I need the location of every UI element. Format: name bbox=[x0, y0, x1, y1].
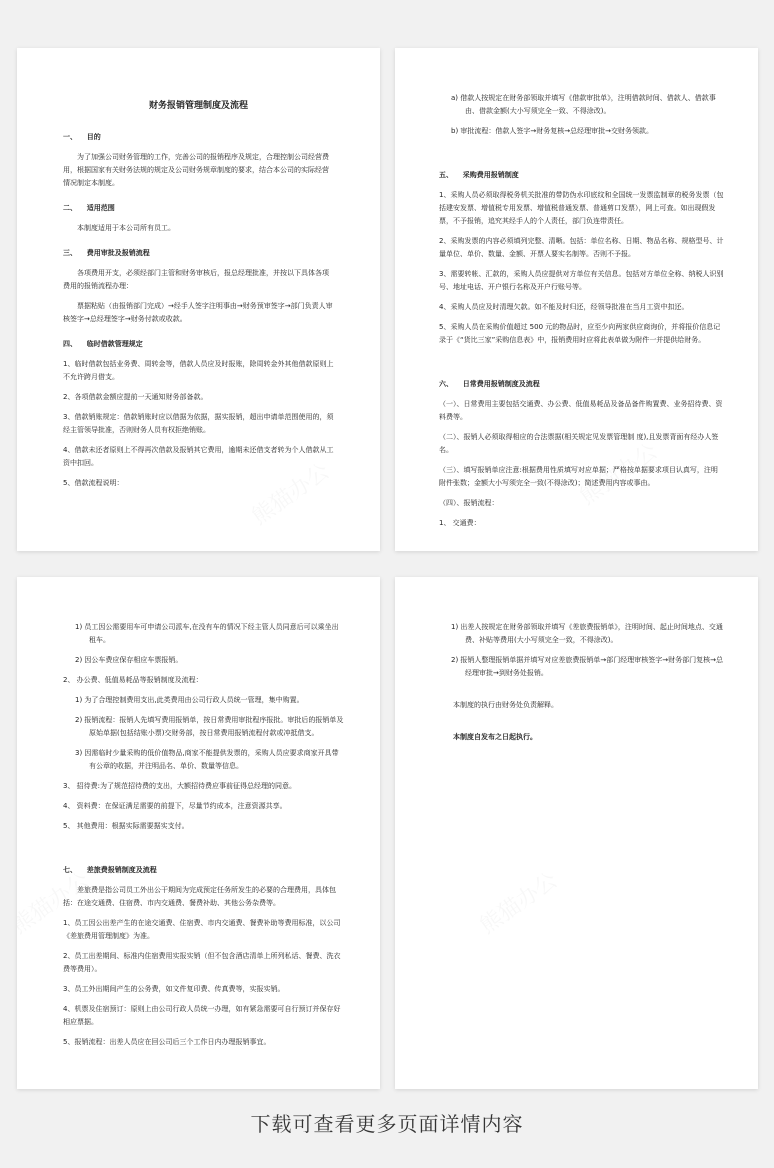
list-item: 1) 出差人按规定在财务部领取并填写《差旅费报销单》，注明时间、起止时间地点、交通费、补贴等费用(大小写须完全一致，不得涂改)。 bbox=[451, 623, 723, 644]
list-item: 1、 交通费： bbox=[439, 519, 481, 527]
document-page-2 bbox=[395, 48, 758, 551]
list-item: 2、采购发票的内容必须填列完整、清晰。包括：单位名称、日期、物品名称、规格型号、计量单位、单价、数量、金额、开票人要实名制等。否则不予报。 bbox=[439, 237, 724, 258]
document-page-3 bbox=[17, 577, 380, 1089]
paragraph: 票据粘贴（由报销部门完成）→经手人签字注明事由→财务预审签字→部门负责人审核签字→总经理签字→财务付款或收款。 bbox=[63, 302, 333, 323]
watermark bbox=[251, 464, 331, 525]
paragraph: 各项费用开支，必须经部门主管和财务审核后，报总经理批准，并按以下具体各项费用的报销流程办理： bbox=[63, 269, 329, 290]
list-item: 1) 员工因公需要用车可申请公司派车,在没有车的情况下经主管人员同意后可以乘坐出租车。 bbox=[75, 623, 339, 644]
list-item: 2、员工出差期间、标准内住宿费用实报实销（但不包含酒店清单上所列私话、餐费、洗衣费等费用）。 bbox=[63, 952, 341, 973]
section-heading-6: 六、 日常费用报销制度及流程 bbox=[439, 380, 540, 388]
download-caption: 下载可查看更多页面详情内容 bbox=[250, 1112, 524, 1136]
list-item: a) 借款人按规定在财务部领取并填写《借款审批单》，注明借款时间、借款人、借款事由、借款金额(大小写须完全一致、不得涂改)。 bbox=[451, 94, 716, 115]
list-item: b) 审批流程：借款人签字→财务复核→总经理审批→交财务领款。 bbox=[451, 127, 653, 135]
list-item: 3、需要转帐、汇款的，采购人员应提供对方单位有关信息。包括对方单位全称、纳税人识别号、地址电话、开户银行名称及开户行账号等。 bbox=[439, 270, 724, 291]
section-heading-1: 一、 目的 bbox=[63, 133, 101, 141]
list-item: （三）、填写报销单应注意:根据费用性质填写对应单据；严格按单据要求项目认真写，注明附件张数；金额大小写须完全一致(不得涂改)；简述费用内容或事由。 bbox=[439, 466, 718, 487]
list-item: 5、报销流程：出差人员应在回公司后三个工作日内办理报销事宜。 bbox=[63, 1038, 271, 1046]
paragraph: 本制度适用于本公司所有员工。 bbox=[77, 224, 175, 232]
document-page-1 bbox=[17, 48, 380, 551]
list-item: 3、员工外出期间产生的公务费，如文件复印费、传真费等，实报实销。 bbox=[63, 985, 285, 993]
list-item: 2) 报销人整理报销单据并填写对应差旅费报销单→部门经理审核签字→财务部门复核→总经理审批→到财务处报销。 bbox=[451, 656, 724, 677]
list-item: 5、借款流程说明： bbox=[63, 479, 124, 487]
list-item: 1) 为了合理控制费用支出,此类费用由公司行政人员统一管理，集中购置。 bbox=[75, 696, 304, 704]
list-item: 1、员工因公出差产生的在途交通费、住宿费、市内交通费、餐费补助等费用标准，以公司《差旅费用管理制度》为准。 bbox=[63, 919, 341, 940]
list-item: （二）、报销人必须取得相应的合法票据(相关规定见发票管理制 度),且发票背面有经办人签名。 bbox=[439, 433, 719, 454]
section-heading-4: 四、 临时借款管理规定 bbox=[63, 340, 143, 348]
effective-date-note: 本制度自发布之日起执行。 bbox=[453, 733, 537, 741]
section-heading-7: 七、 差旅费报销制度及流程 bbox=[63, 866, 157, 874]
watermark bbox=[479, 873, 559, 934]
paragraph: 为了加强公司财务管理的工作，完善公司的报销程序及规定，合理控制公司经营费用，根据国家有关财务法规的规定及公司财务规章制度的要求，结合本公司的实际经营情况制定本制度。 bbox=[63, 153, 329, 187]
document-title: 财务报销管理制度及流程 bbox=[148, 101, 248, 111]
list-item: 4、 资料费：在保证满足需要的前提下，尽量节约成本，注意资源共享。 bbox=[63, 802, 287, 810]
list-item: 3、 招待费:为了规范招待费的支出，大额招待费应事前征得总经理的同意。 bbox=[63, 782, 297, 790]
list-item: 2) 因公车费应保存相应车票报销。 bbox=[75, 656, 183, 664]
list-item: 2、 办公费、低值易耗品等报销制度及流程： bbox=[63, 676, 203, 684]
list-item: 1、采购人员必须取得税务机关批准的带防伪水印底纹和全国统一发票监制章的税务发票（包括建安发票、增值税专用发票、增值税普通发票、普通剪口发票），网上可查。如出现假发票，不予报销，追究其经手人的个人责任，部门负连带责任。 bbox=[439, 191, 724, 225]
paragraph: 差旅费是指公司员工外出公干期间为完成预定任务所发生的必要的合理费用，具体包括：在途交通费、住宿费、市内交通费、餐费补助、其他公务杂费等。 bbox=[63, 886, 336, 907]
list-item: （四）、报销流程： bbox=[439, 499, 499, 507]
list-item: 3) 因需临时少量采购的低价值物品,商家不能提供发票的，采购人员应要求商家开具带有公章的收据，并注明品名、单价、数量等信息。 bbox=[75, 749, 339, 770]
section-heading-3: 三、 费用审批及报销流程 bbox=[63, 249, 150, 257]
list-item: 4、借款未还者原则上不得再次借款及报销其它费用，逾期未还借支者转为个人借款从工资中扣回。 bbox=[63, 446, 334, 467]
list-item: 3、借款销账规定：借款销账时应以借据为依据，据实报销，超出申请单范围使用的，须经主管领导批准，否则财务人员有权拒绝销账。 bbox=[63, 413, 334, 434]
list-item: 4、采购人员应及时清理欠款。如不能及时归还，经领导批准在当月工资中扣还。 bbox=[439, 303, 689, 311]
document-page-4 bbox=[395, 577, 758, 1089]
list-item: 4、机票及住宿预订：原则上由公司行政人员统一办理，如有紧急需要可自行预订并保存好相应票据。 bbox=[63, 1005, 341, 1026]
list-item: 5、 其他费用：根据实际需要据实支付。 bbox=[63, 822, 189, 830]
list-item: （一）、日常费用主要包括交通费、办公费、低值易耗品及备品备件购置费、业务招待费、资料费等。 bbox=[439, 400, 723, 421]
list-item: 2) 报销流程：报销人先填写费用报销单，按日常费用审批程序报批。审批后的报销单及原始单据(包括结账小票)交财务部，按日常费用报销流程付款或冲抵借支。 bbox=[75, 716, 344, 737]
section-heading-2: 二、 适用范围 bbox=[63, 204, 115, 212]
list-item: 5、采购人员在采购价值超过 500 元的物品时，应至少向两家供应商询价，并将报价信息记录于《“货比三家”采购信息表》中，报销费用时应将此表单做为附件一并提供给财务。 bbox=[439, 323, 721, 344]
section-heading-5: 五、 采购费用报销制度 bbox=[439, 171, 519, 179]
list-item: 2、各项借款金额应提前一天通知财务部备款。 bbox=[63, 393, 208, 401]
list-item: 1、临时借款包括业务费、周转金等，借款人员应及时报账，除周转金外其他借款原则上不允许跨月借支。 bbox=[63, 360, 334, 381]
closing-note: 本制度的执行由财务处负责解释。 bbox=[453, 701, 558, 709]
